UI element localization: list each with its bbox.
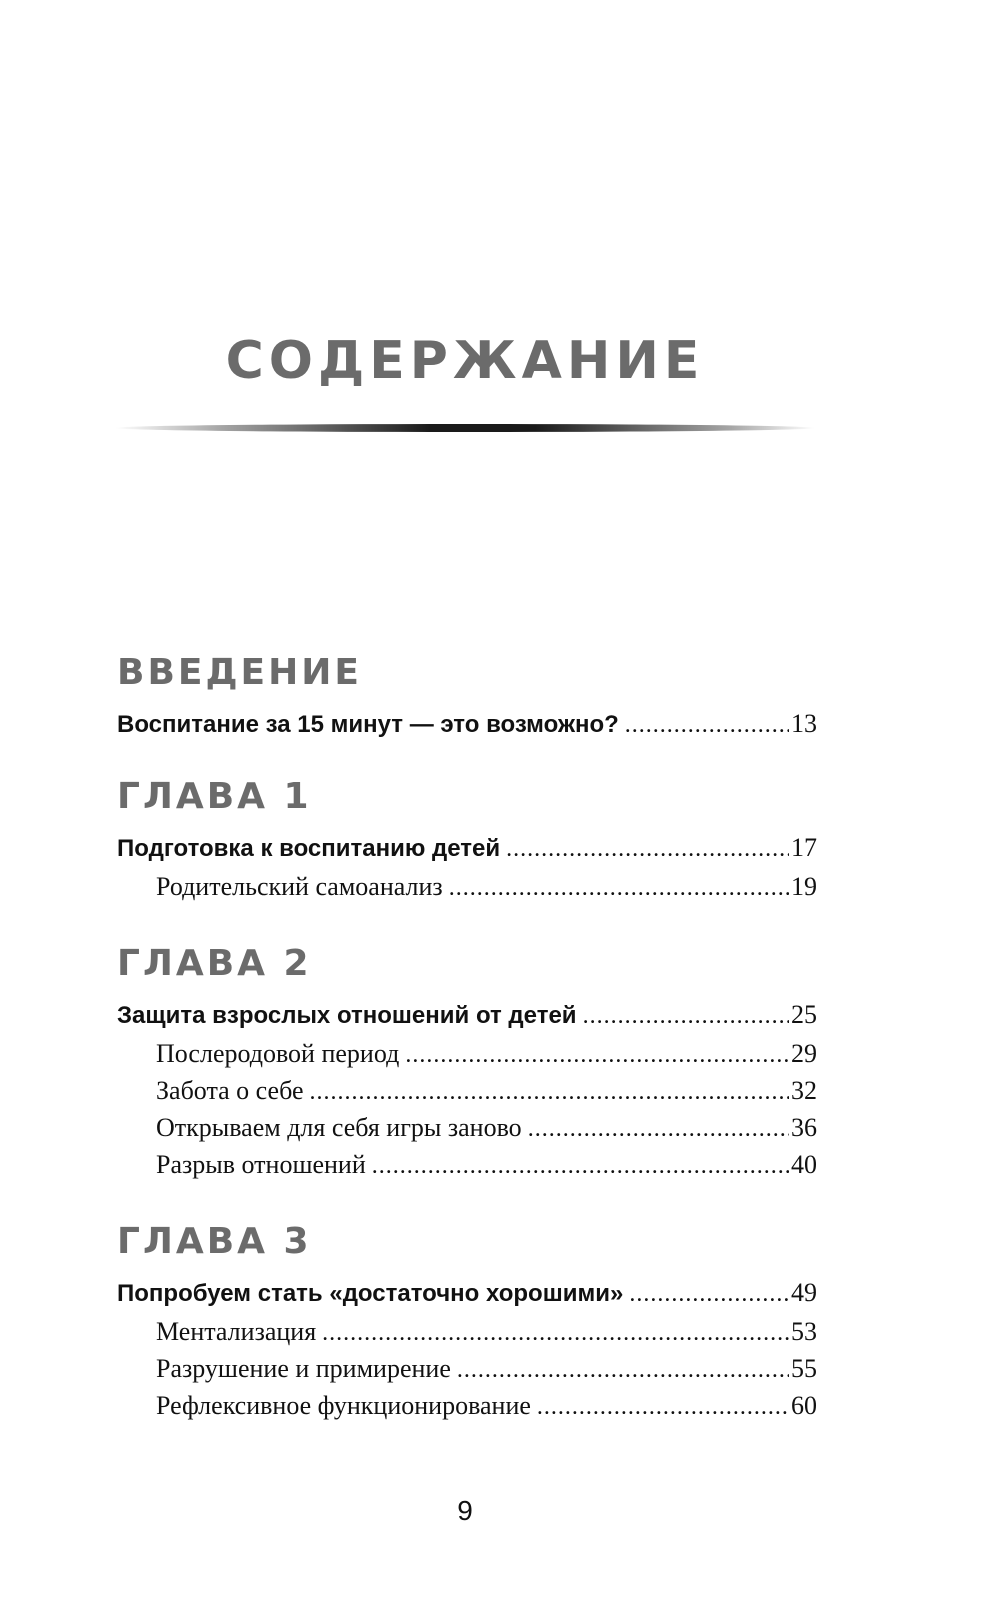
toc-subentry[interactable]	[117, 1147, 817, 1184]
toc-section-introduction	[117, 652, 817, 739]
toc-entry-page: 49	[791, 1278, 817, 1307]
toc-entry-title: Разрыв отношений	[156, 1150, 366, 1179]
toc-entry-title: Ментализация	[156, 1317, 317, 1346]
page-number: 9	[457, 1495, 473, 1526]
toc-entry-page: 19	[791, 872, 817, 901]
toc-entry-page: 53	[791, 1317, 817, 1346]
toc-subentry[interactable]	[117, 869, 817, 906]
dot-leader	[506, 836, 789, 863]
table-of-contents	[117, 652, 817, 1425]
toc-subentry[interactable]	[117, 1110, 817, 1147]
section-heading: ВВЕДЕНИЕ	[117, 652, 362, 693]
title-divider	[115, 424, 815, 432]
toc-entry-page: 29	[791, 1039, 817, 1068]
section-heading: ГЛАВА 2	[117, 943, 312, 984]
dot-leader	[405, 1037, 789, 1073]
toc-entry-page: 36	[791, 1113, 817, 1142]
section-heading: ГЛАВА 1	[117, 776, 312, 817]
toc-entry-page: 55	[791, 1354, 817, 1383]
toc-entry-page: 17	[791, 833, 817, 862]
toc-entry[interactable]	[117, 833, 817, 863]
toc-subentry[interactable]	[117, 1351, 817, 1388]
toc-subentry[interactable]	[117, 1388, 817, 1425]
dot-leader	[629, 1281, 789, 1308]
dot-leader	[528, 1111, 789, 1147]
toc-entry[interactable]	[117, 1000, 817, 1030]
dot-leader	[583, 1003, 789, 1030]
toc-entry[interactable]	[117, 1278, 817, 1308]
toc-entry-title: Родительский самоанализ	[156, 872, 443, 901]
toc-section-chapter-3	[117, 1221, 817, 1425]
toc-entry-title: Открываем для себя игры заново	[156, 1113, 522, 1142]
toc-entry-title: Послеродовой период	[156, 1039, 400, 1068]
toc-subentry[interactable]	[117, 1036, 817, 1073]
dot-leader	[537, 1389, 789, 1425]
toc-entry-title: Забота о себе	[156, 1076, 304, 1105]
section-heading: ГЛАВА 3	[117, 1221, 312, 1262]
toc-entry-page: 25	[791, 1000, 817, 1029]
toc-section-chapter-1	[117, 776, 817, 906]
toc-entry-title: Рефлексивное функционирование	[156, 1391, 531, 1420]
toc-entry-title: Воспитание за 15 минут — это возможно?	[117, 711, 619, 738]
toc-entry-page: 32	[791, 1076, 817, 1105]
toc-entry-title: Попробуем стать «достаточно хорошими»	[117, 1280, 624, 1307]
dot-leader	[372, 1148, 789, 1184]
toc-entry-page: 60	[791, 1391, 817, 1420]
dot-leader	[310, 1074, 790, 1110]
dot-leader	[457, 1352, 789, 1388]
dot-leader	[625, 712, 789, 739]
toc-entry[interactable]	[117, 709, 817, 739]
dot-leader	[322, 1315, 789, 1351]
toc-entry-page: 40	[791, 1150, 817, 1179]
toc-subentry[interactable]	[117, 1073, 817, 1110]
page-title: СОДЕРЖАНИЕ	[225, 331, 705, 391]
toc-subentry[interactable]	[117, 1314, 817, 1351]
toc-entry-page: 13	[791, 709, 817, 738]
dot-leader	[449, 870, 789, 906]
toc-entry-title: Разрушение и примирение	[156, 1354, 451, 1383]
toc-section-chapter-2	[117, 943, 817, 1184]
toc-entry-title: Подготовка к воспитанию детей	[117, 835, 501, 862]
toc-entry-title: Защита взрослых отношений от детей	[117, 1002, 577, 1029]
